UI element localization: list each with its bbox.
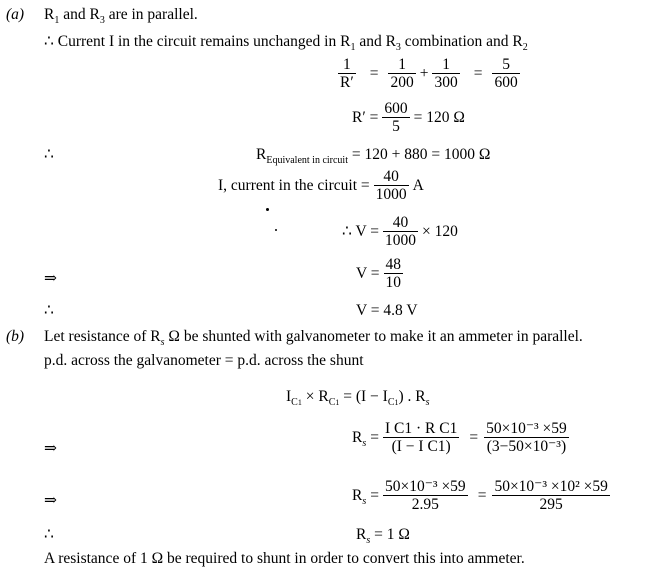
stray-mark [266,208,269,211]
therefore-symbol: ∴ [44,302,54,319]
equation-a1: $\frac{1}{R'}$ = $\frac{1}{200}$ + $\frac{1}{300}$ = $\frac{5}{600}$ [340,56,518,91]
part-b-label: (b) [6,328,25,345]
equation-b4: $R_s = 1$ Ω [356,526,410,547]
part-b-line2: p.d. across the galvanometer = p.d. across the shunt [44,352,364,369]
stray-mark [275,229,277,231]
implies-symbol: ⇒ [44,440,57,457]
implies-symbol: ⇒ [44,270,57,287]
part-a-line2: ∴ Current I in the circuit remains unchanged in $R_1$ and $R_3$ combination and $R_2$ [44,33,528,54]
equation-a7: V = 4.8 V [356,302,418,319]
equation-a5: ∴ V = $\frac{40}{1000}$ × 120 [342,214,458,249]
equation-a4: I, current in the circuit = $\frac{40}{1000}$ A [218,168,424,203]
implies-symbol: ⇒ [44,492,57,509]
equation-b1: $I_{C1} \times R_{C1} = (I - I_{C1})$ . $R_s$ [286,388,430,409]
conclusion-text: A resistance of 1 Ω be required to shunt in order to convert this into ammeter. [44,550,525,567]
equation-a3: $R_{Equivalent in circuit} = 120 + 880 = 1000$ Ω [256,146,491,167]
equation-b3: $R_s$ = $\frac{\text{50×10⁻³ ×59}}{2.95}$ = $\frac{\text{50×10⁻³ ×10² ×59}}{295}$ [352,478,608,513]
equation-a2: R′ = $\frac{600}{5}$ = 120 Ω [352,100,465,135]
part-b-line1: Let resistance of $R_s$ Ω be shunted with galvanometer to make it an ammeter in parallel. [44,328,583,349]
part-a-label: (a) [6,6,25,23]
therefore-symbol: ∴ [44,146,54,163]
equation-a6: V = $\frac{48}{10}$ [356,256,402,291]
part-a-line1: $R_1$ and $R_3$ are in parallel. [44,6,198,27]
therefore-symbol: ∴ [44,526,54,543]
equation-b2: $R_s$ = $\frac{\text{I C1 · R C1}}{\text{(I − I C1)}}$ = $\frac{\text{50×10⁻³ ×59}}{\text{(3−50×10⁻³)}}$ [352,420,567,455]
